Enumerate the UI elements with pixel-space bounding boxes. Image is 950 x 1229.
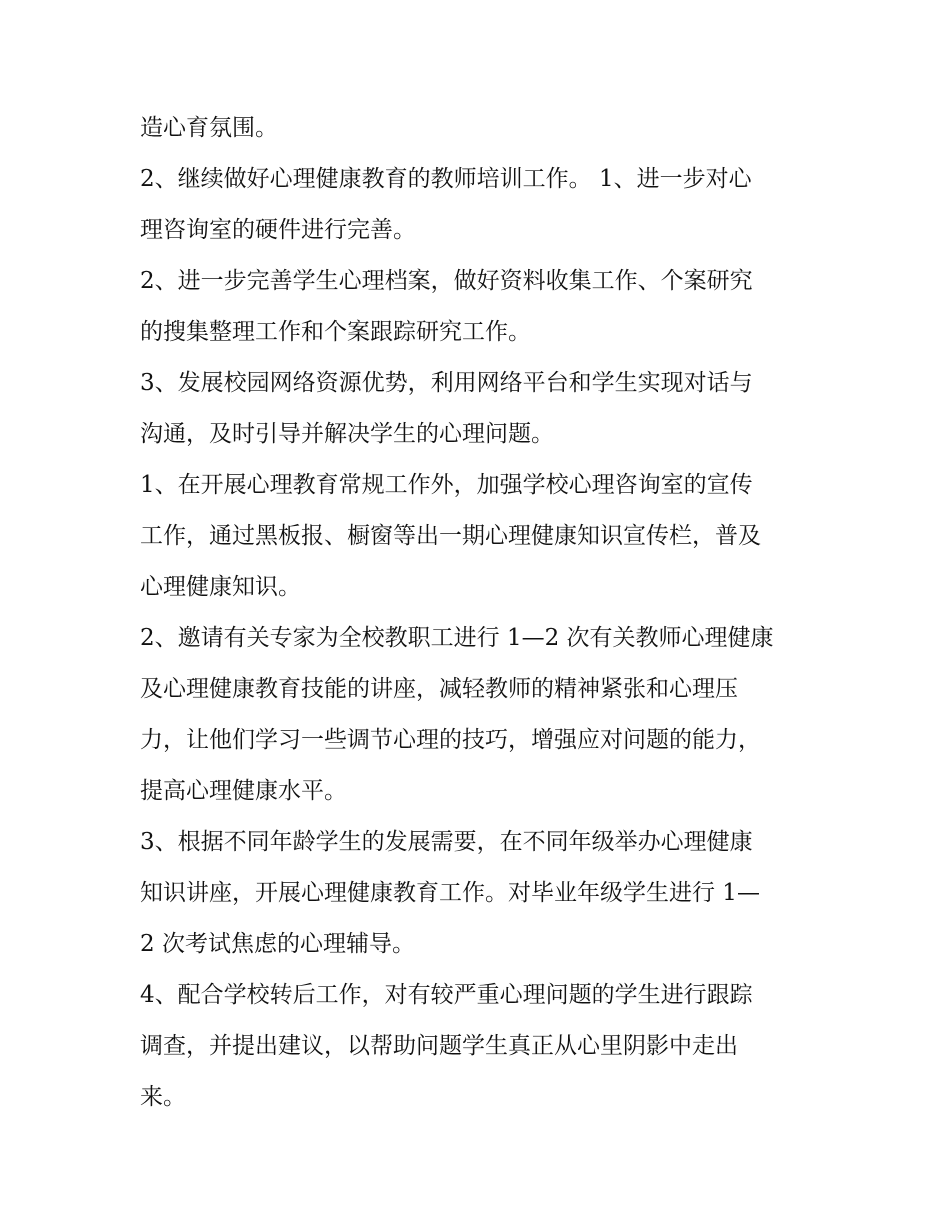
text-line: 知识讲座，开展心理健康教育工作。对毕业年级学生进行 1— — [140, 880, 760, 906]
text-line: 2、进一步完善学生心理档案，做好资料收集工作、个案研究 — [140, 268, 753, 294]
text-line: 提高心理健康水平。 — [140, 778, 347, 804]
text-line: 2、继续做好心理健康教育的教师培训工作。 1、进一步对心 — [140, 166, 752, 192]
text-line: 造心育氛围。 — [140, 115, 278, 141]
text-line: 3、根据不同年龄学生的发展需要，在不同年级举办心理健康 — [140, 829, 753, 855]
text-line: 沟通，及时引导并解决学生的心理问题。 — [140, 421, 554, 447]
document-body — [140, 103, 820, 1123]
text-line: 1、在开展心理教育常规工作外，加强学校心理咨询室的宣传 — [140, 472, 753, 498]
text-line: 2 次考试焦虑的心理辅导。 — [140, 931, 415, 957]
text-line: 3、发展校园网络资源优势，利用网络平台和学生实现对话与 — [140, 370, 753, 396]
text-line: 工作，通过黑板报、橱窗等出一期心理健康知识宣传栏，普及 — [140, 523, 761, 549]
text-line: 及心理健康教育技能的讲座，减轻教师的精神紧张和心理压 — [140, 676, 738, 702]
text-line: 心理健康知识。 — [140, 574, 301, 600]
text-line: 理咨询室的硬件进行完善。 — [140, 217, 416, 243]
text-line: 力，让他们学习一些调节心理的技巧，增强应对问题的能力， — [140, 727, 761, 753]
text-line: 4、配合学校转后工作，对有较严重心理问题的学生进行跟踪 — [140, 982, 753, 1008]
text-line: 的搜集整理工作和个案跟踪研究工作。 — [140, 319, 531, 345]
text-line: 来。 — [140, 1084, 186, 1110]
text-line: 2、邀请有关专家为全校教职工进行 1—2 次有关教师心理健康 — [140, 625, 774, 651]
text-line: 调查，并提出建议，以帮助问题学生真正从心里阴影中走出 — [140, 1033, 738, 1059]
